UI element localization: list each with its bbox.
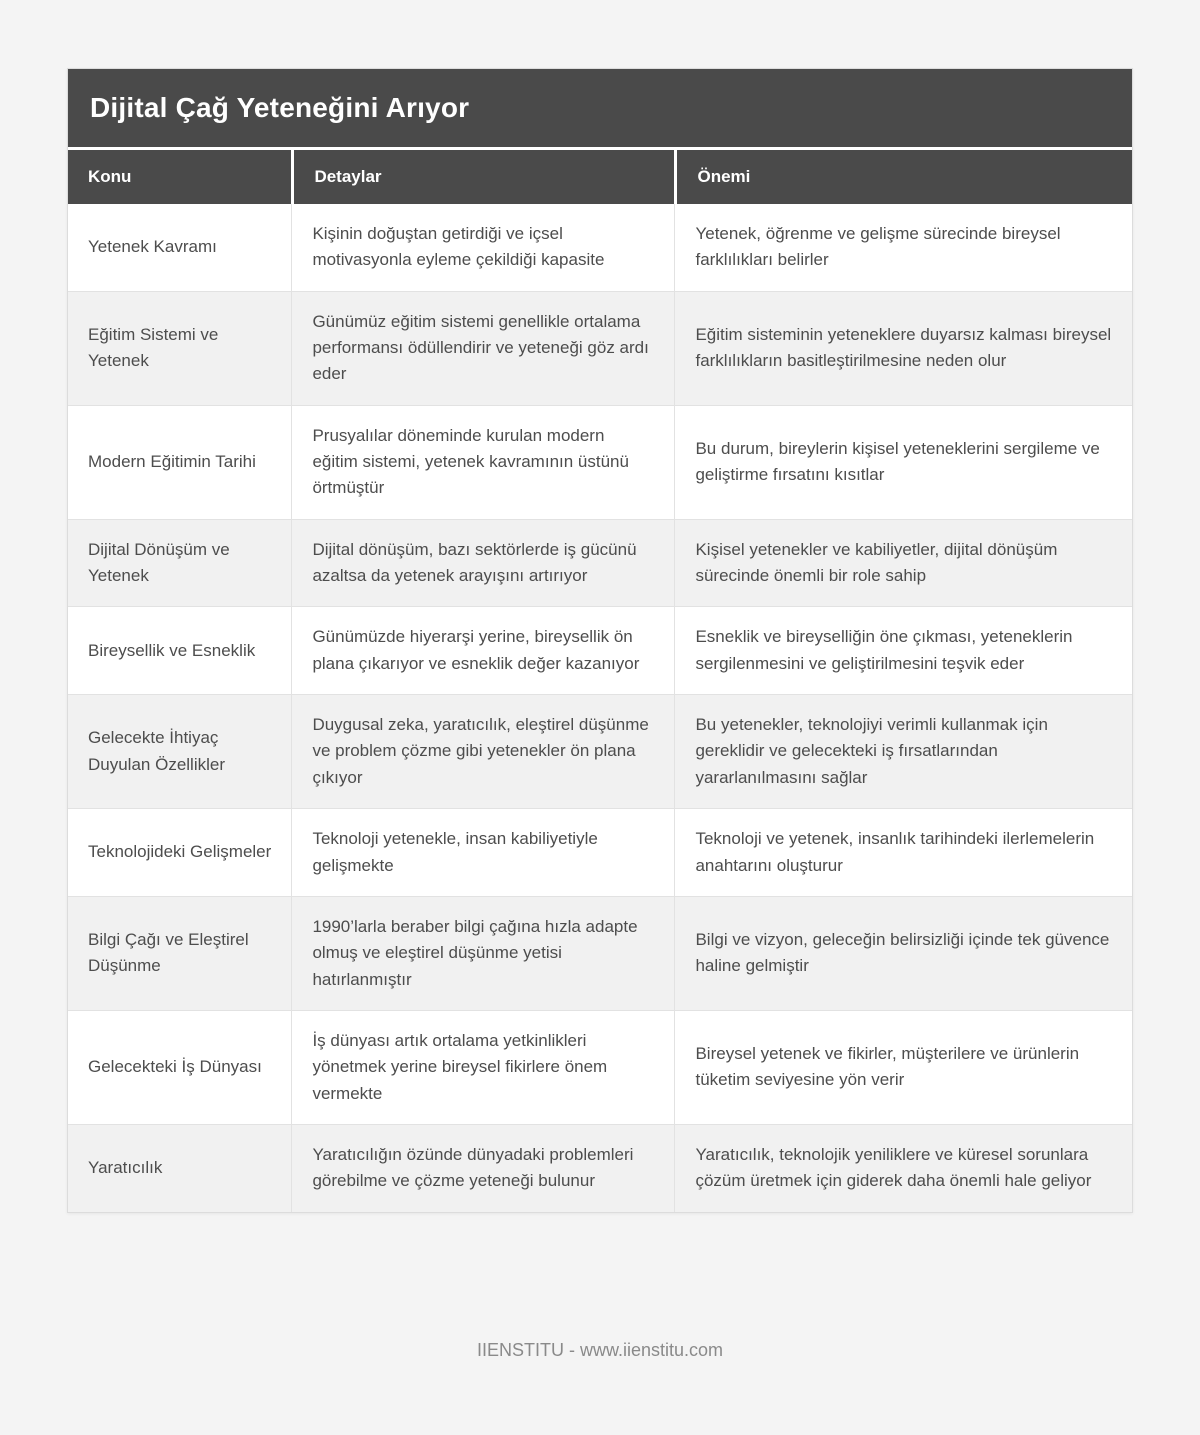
column-header-row (68, 147, 1132, 204)
footer-credit: IIENSTITU - www.iienstitu.com (476, 1340, 724, 1360)
table-row (68, 1010, 1132, 1124)
table-row (68, 405, 1132, 519)
cell-onemi: Teknoloji ve yetenek, insanlık tarihindeki ilerlemelerin anahtarını oluşturur (674, 809, 1132, 896)
cell-konu: Bireysellik ve Esneklik (88, 640, 256, 660)
table-row (68, 606, 1132, 694)
table-row (68, 204, 1132, 291)
cell-detaylar: Günümüz eğitim sistemi genellikle ortalama performansı ödüllendirir ve yeteneği göz ardı eder (291, 292, 674, 405)
cell-onemi: Kişisel yetenekler ve kabiliyetler, dijital dönüşüm sürecinde önemli bir role sahip (674, 520, 1132, 607)
table-row (68, 1124, 1132, 1212)
table-row (68, 519, 1132, 607)
cell-onemi: Esneklik ve bireyselliğin öne çıkması, yeteneklerin sergilenmesini ve geliştirilmesini teşvik eder (674, 607, 1132, 694)
table-row (68, 808, 1132, 896)
cell-detaylar: Dijital dönüşüm, bazı sektörlerde iş gücünü azaltsa da yetenek arayışını artırıyor (291, 520, 674, 607)
cell-konu: Dijital Dönüşüm ve Yetenek (88, 539, 230, 586)
cell-detaylar: Yaratıcılığın özünde dünyadaki problemleri görebilme ve çözme yeteneği bulunur (291, 1125, 674, 1212)
table-row (68, 694, 1132, 808)
cell-detaylar: Kişinin doğuştan getirdiği ve içsel motivasyonla eyleme çekildiği kapasite (291, 204, 674, 291)
column-header-detaylar: Detaylar (291, 150, 674, 204)
cell-onemi: Bilgi ve vizyon, geleceğin belirsizliği içinde tek güvence haline gelmiştir (674, 897, 1132, 1010)
cell-onemi: Yaratıcılık, teknolojik yeniliklere ve küresel sorunlara çözüm üretmek için giderek daha önemli hale geliyor (674, 1125, 1132, 1212)
table-row (68, 896, 1132, 1010)
cell-konu: Yetenek Kavramı (88, 237, 217, 257)
table-title: Dijital Çağ Yeteneğini Arıyor (68, 69, 1132, 147)
cell-detaylar: İş dünyası artık ortalama yetkinlikleri yönetmek yerine bireysel fikirlere önem vermekte (291, 1011, 674, 1124)
cell-konu: Gelecekte İhtiyaç Duyulan Özellikler (88, 728, 225, 774)
cell-konu: Bilgi Çağı ve Eleştirel Düşünme (88, 930, 249, 976)
column-header-konu: Konu (68, 150, 291, 204)
cell-onemi: Bireysel yetenek ve fikirler, müşterilere ve ürünlerin tüketim seviyesine yön verir (674, 1011, 1132, 1124)
cell-konu: Yaratıcılık (88, 1158, 163, 1178)
table-row (68, 291, 1132, 405)
cell-detaylar: Duygusal zeka, yaratıcılık, eleştirel düşünme ve problem çözme gibi yetenekler ön plana çıkıyor (291, 695, 674, 808)
cell-konu: Teknolojideki Gelişmeler (88, 842, 272, 862)
cell-konu: Gelecekteki İş Dünyası (88, 1057, 262, 1077)
cell-detaylar: Günümüzde hiyerarşi yerine, bireysellik ön plana çıkarıyor ve esneklik değer kazanıyor (291, 607, 674, 694)
cell-onemi: Bu yetenekler, teknolojiyi verimli kullanmak için gereklidir ve gelecekteki iş fırsatlarından yararlanılmasını sağlar (674, 695, 1132, 808)
table-body (68, 204, 1132, 1212)
cell-onemi: Yetenek, öğrenme ve gelişme sürecinde bireysel farklılıkları belirler (674, 204, 1132, 291)
column-header-onemi: Önemi (674, 150, 1132, 204)
talent-table (67, 68, 1133, 1213)
cell-konu: Modern Eğitimin Tarihi (88, 452, 256, 472)
cell-onemi: Eğitim sisteminin yeteneklere duyarsız kalması bireysel farklılıkların basitleştirilmesine neden olur (674, 292, 1132, 405)
cell-onemi: Bu durum, bireylerin kişisel yeteneklerini sergileme ve geliştirme fırsatını kısıtlar (674, 406, 1132, 519)
cell-detaylar: Teknoloji yetenekle, insan kabiliyetiyle gelişmekte (291, 809, 674, 896)
cell-konu: Eğitim Sistemi ve Yetenek (88, 324, 219, 371)
cell-detaylar: 1990’larla beraber bilgi çağına hızla adapte olmuş ve eleştirel düşünme yetisi hatırlanmıştır (291, 897, 674, 1010)
cell-detaylar: Prusyalılar döneminde kurulan modern eğitim sistemi, yetenek kavramının üstünü örtmüştür (291, 406, 674, 519)
